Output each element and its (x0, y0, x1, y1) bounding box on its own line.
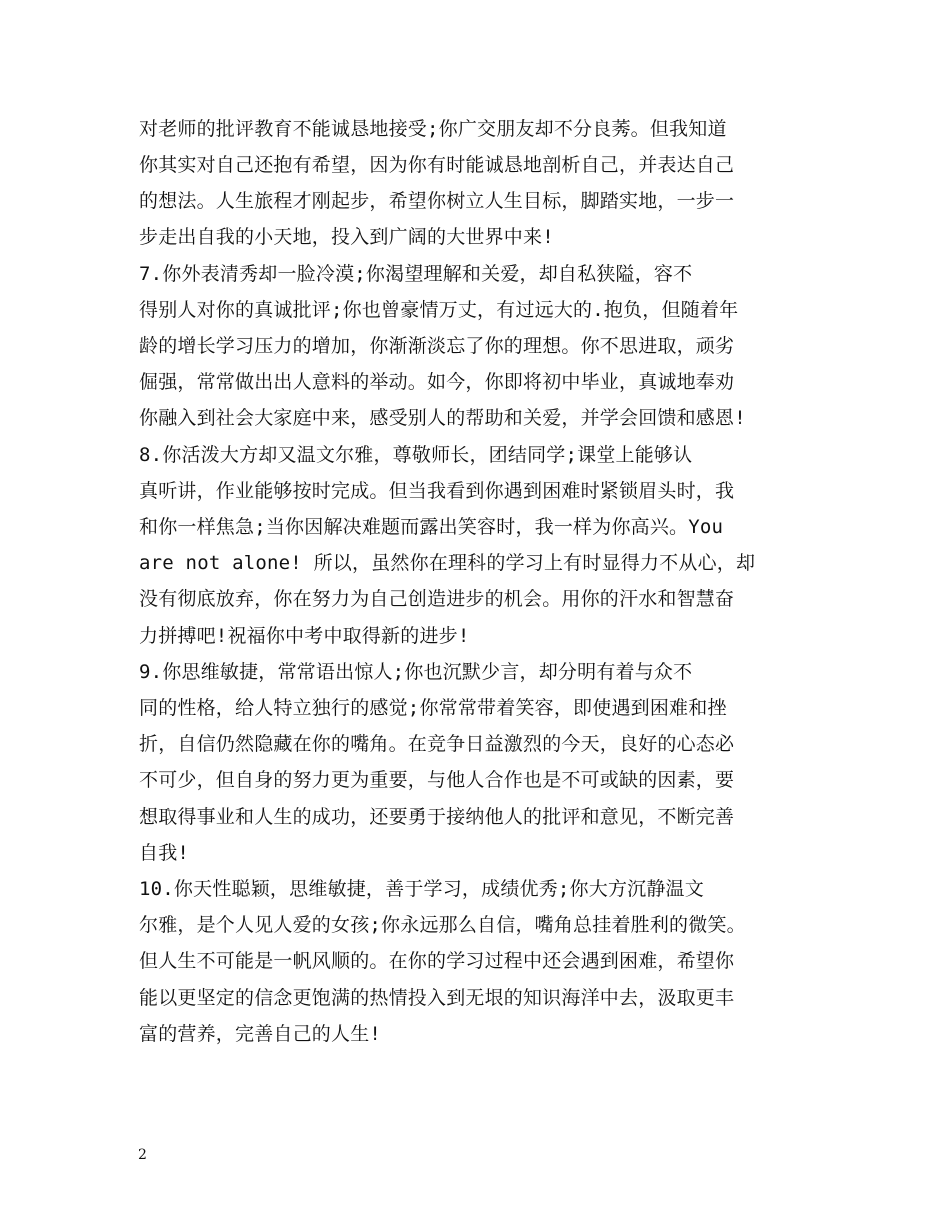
text-line: 能以更坚定的信念更饱满的热情投入到无垠的知识海洋中去，汲取更丰 (139, 987, 735, 1009)
text-line: 想取得事业和人生的成功，还要勇于接纳他人的批评和意见，不断完善 (139, 806, 735, 828)
text-line: 9.你思维敏捷，常常语出惊人;你也沉默少言，却分明有着与众不 (139, 661, 693, 683)
text-line: 折，自信仍然隐藏在你的嘴角。在竞争日益激烈的今天，良好的心态必 (139, 733, 735, 755)
text-line: 的想法。人生旅程才刚起步，希望你树立人生目标，脚踏实地，一步一 (139, 190, 735, 212)
text-line: 7.你外表清秀却一脸冷漠;你渴望理解和关爱，却自私狭隘，容不 (139, 263, 693, 285)
text-line: 你其实对自己还抱有希望，因为你有时能诚恳地剖析自己，并表达自己 (139, 154, 735, 176)
text-line: 你融入到社会大家庭中来，感受别人的帮助和关爱，并学会回馈和感恩! (139, 407, 746, 429)
text-line: 不可少，但自身的努力更为重要，与他人合作也是不可或缺的因素，要 (139, 769, 735, 791)
text-line: are not alone! 所以，虽然你在理科的学习上有时显得力不从心，却 (139, 552, 756, 574)
text-line: 力拼搏吧!祝福你中考中取得新的进步! (139, 625, 470, 647)
page-number: 2 (138, 1147, 147, 1163)
text-line: 倔强，常常做出出人意料的举动。如今，你即将初中毕业，真诚地奉劝 (139, 371, 735, 393)
text-line: 同的性格，给人特立独行的感觉;你常常带着笑容，即使遇到困难和挫 (139, 697, 727, 719)
text-line: 和你一样焦急;当你因解决难题而露出笑容时，我一样为你高兴。You (139, 516, 724, 538)
text-line: 自我! (139, 842, 190, 864)
text-line: 尔雅，是个人见人爱的女孩;你永远那么自信，嘴角总挂着胜利的微笑。 (139, 914, 746, 936)
text-line: 龄的增长学习压力的增加，你渐渐淡忘了你的理想。你不思进取，顽劣 (139, 335, 735, 357)
text-line: 得别人对你的真诚批评;你也曾豪情万丈，有过远大的.抱负，但随着年 (139, 299, 739, 321)
text-line: 没有彻底放弃，你在努力为自己创造进步的机会。用你的汗水和智慧奋 (139, 588, 735, 610)
text-line: 真听讲，作业能够按时完成。但当我看到你遇到困难时紧锁眉头时，我 (139, 480, 735, 502)
text-line: 8.你活泼大方却又温文尔雅，尊敬师长，团结同学;课堂上能够认 (139, 444, 693, 466)
text-line: 但人生不可能是一帆风顺的。在你的学习过程中还会遇到困难，希望你 (139, 950, 735, 972)
text-line: 富的营养，完善自己的人生! (139, 1023, 382, 1045)
text-line: 10.你天性聪颖，思维敏捷，善于学习，成绩优秀;你大方沉静温文 (139, 878, 704, 900)
text-line: 对老师的批评教育不能诚恳地接受;你广交朋友却不分良莠。但我知道 (139, 118, 727, 140)
text-line: 步走出自我的小天地，投入到广阔的大世界中来! (139, 226, 554, 248)
